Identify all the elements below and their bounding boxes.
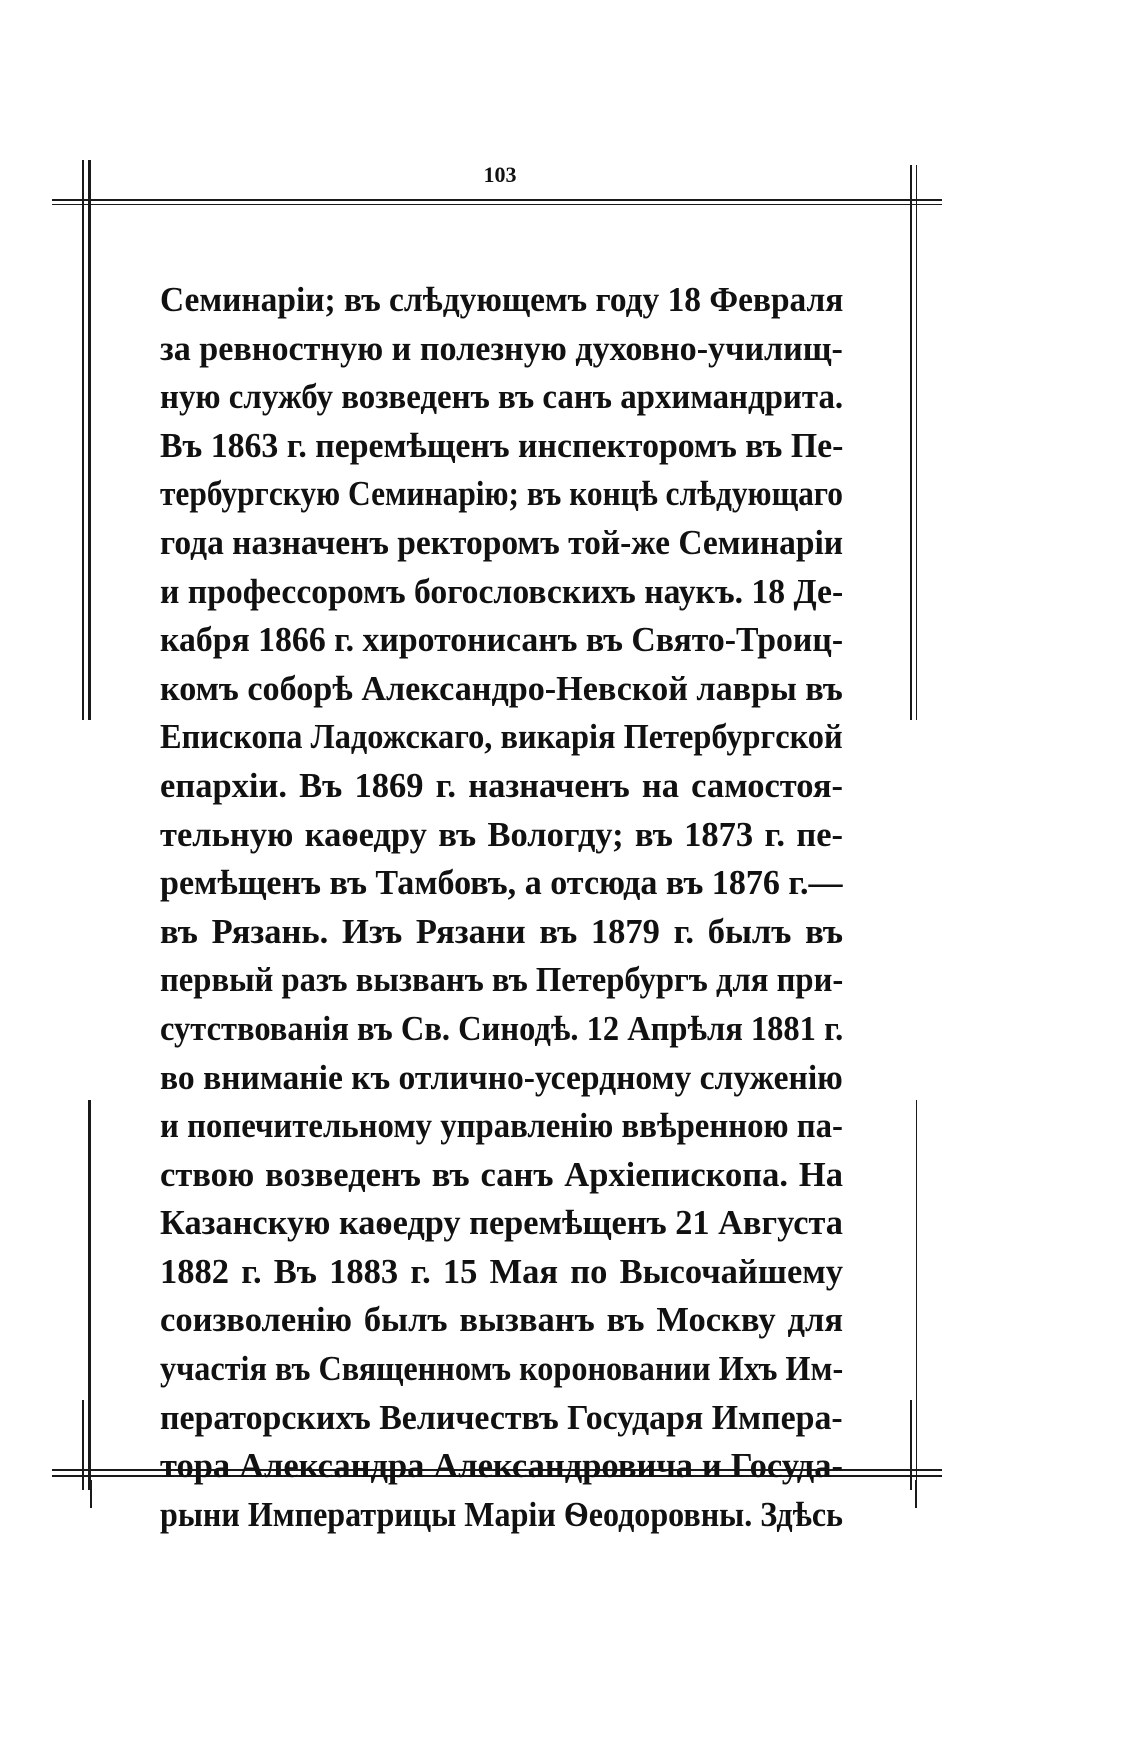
text-line: года назначенъ ректоромъ той-же Семинаріи <box>160 523 844 562</box>
text-line: и попечительному управленію ввѣренною па- <box>160 1107 843 1146</box>
frame-left-lower-rule <box>88 1100 91 1490</box>
text-line: ную службу возведенъ въ санъ архимандрита. <box>160 378 844 417</box>
text-line: тора Александра Александровича и Госуда- <box>160 1447 843 1486</box>
text-line: Казанскую каѳедру перемѣщенъ 21 Августа <box>160 1204 843 1243</box>
frame-top-rule-lower <box>52 204 942 205</box>
text-line: Въ 1863 г. перемѣщенъ инспекторомъ въ Пе- <box>160 426 844 465</box>
frame-top-rule-upper <box>52 199 942 201</box>
text-line: участія въ Священномъ короновании Ихъ Им- <box>160 1350 844 1389</box>
frame-right-outer-rule <box>910 165 912 720</box>
frame-left-inner-rule <box>88 160 91 720</box>
text-line: ствою возведенъ въ санъ Архіепископа. На <box>160 1155 843 1194</box>
text-line: 1882 г. Въ 1883 г. 15 Мая по Высочайшему <box>160 1252 843 1291</box>
frame-right-lower-rule <box>916 1100 917 1490</box>
text-line: и профессоромъ богословскихъ наукъ. 18 Де- <box>160 572 844 611</box>
frame-left-outer-rule <box>82 160 84 720</box>
text-line: во вниманіе къ отлично-усердному служенію <box>160 1058 843 1097</box>
text-line: въ Рязань. Изъ Рязани въ 1879 г. былъ въ <box>160 912 843 951</box>
text-line: ператорскихъ Величествъ Государя Импера- <box>160 1398 843 1437</box>
text-line: сутствованія въ Св. Синодѣ. 12 Апрѣля 1881 г. <box>160 1009 844 1048</box>
text-line: Семинаріи; въ слѣдующемъ году 18 Февраля <box>160 281 844 319</box>
corner-tick-bottom-left <box>90 1480 92 1508</box>
corner-tick-bottom-right <box>915 1480 917 1508</box>
frame-right-inner-rule <box>916 165 917 720</box>
frame-left-lower-rule-outer <box>82 1400 84 1490</box>
page-text <box>160 276 843 1539</box>
text-line: епархіи. Въ 1869 г. назначенъ на самостоя- <box>160 766 843 805</box>
text-line: ремѣщенъ въ Тамбовъ, а отсюда въ 1876 г.— <box>160 864 843 903</box>
text-line: Епископа Ладожскаго, викарія Петербургской <box>160 718 843 757</box>
page-number: 103 <box>483 162 517 187</box>
text-line: тельную каѳедру въ Вологду; въ 1873 г. пе- <box>160 815 843 854</box>
text-line: первый разъ вызванъ въ Петербургъ для при- <box>160 961 844 1000</box>
text-line: кабря 1866 г. хиротонисанъ въ Свято-Троиц- <box>160 621 844 660</box>
text-line: соизволенію былъ вызванъ въ Москву для <box>160 1301 843 1340</box>
text-line: комъ соборѣ Александро-Невской лавры въ <box>160 669 843 708</box>
text-line: за ревностную и полезную духовно-училищ- <box>160 329 843 368</box>
text-line: тербургскую Семинарію; въ концѣ слѣдующаго <box>160 475 844 514</box>
frame-right-lower-rule-outer <box>910 1400 912 1490</box>
text-line: рыни Императрицы Маріи Ѳеодоровны. Здѣсь <box>160 1495 844 1534</box>
